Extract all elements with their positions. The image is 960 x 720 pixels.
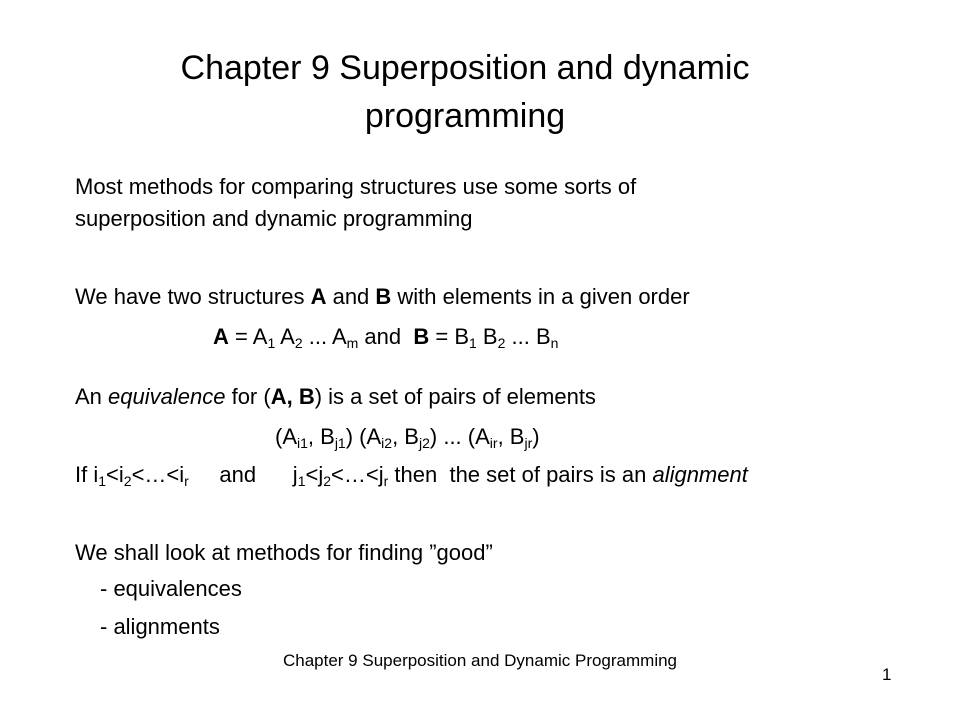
eq-a1-sub: 1 <box>267 335 276 351</box>
align-t1: If i <box>75 462 99 487</box>
pairs-p1: (A <box>275 424 297 449</box>
equiv-term: equivalence <box>108 384 226 409</box>
intro-line-1: Most methods for comparing structures use some sorts of <box>75 174 637 199</box>
page-number: 1 <box>882 665 892 684</box>
align-s4: 1 <box>297 473 306 489</box>
align-t5: <j <box>305 462 324 487</box>
eq-b2-sub: 2 <box>497 335 506 351</box>
pairs-p7: ) <box>532 424 540 449</box>
eq-am-sub: m <box>346 335 359 351</box>
align-s5: 2 <box>323 473 332 489</box>
align-s1: 1 <box>98 473 107 489</box>
pairs-s6: jr <box>524 435 533 451</box>
eq-bn-sub: n <box>550 335 559 351</box>
structure-a: A <box>310 284 327 309</box>
slide-title <box>95 44 835 140</box>
equivalence-definition <box>75 382 596 412</box>
pairs-s3: i2 <box>381 435 393 451</box>
alignment-definition <box>75 460 748 490</box>
equiv-ab: A, B <box>270 384 315 409</box>
pairs-p5: ) ... (A <box>429 424 490 449</box>
intro-line-2: superposition and dynamic programming <box>75 206 473 231</box>
pairs-s1: i1 <box>297 435 308 451</box>
equiv-mid: for ( <box>225 384 271 409</box>
pairs-s2: j1 <box>334 435 346 451</box>
structures-pre: We have two structures <box>75 284 311 309</box>
structures-sentence <box>75 282 690 312</box>
pairs-s4: j2 <box>418 435 430 451</box>
align-t4: and j <box>188 462 298 487</box>
methods-intro: We shall look at methods for finding ”good” <box>75 540 493 565</box>
eq-a: A <box>213 324 229 349</box>
eq-b-dots: ... B <box>505 324 551 349</box>
structure-b: B <box>375 284 392 309</box>
pairs-expression <box>275 422 540 452</box>
pairs-p2: , B <box>307 424 335 449</box>
eq-b: B <box>413 324 430 349</box>
title-line-1: Chapter 9 Superposition and dynamic <box>180 49 750 87</box>
align-t6: <…<j <box>331 462 384 487</box>
pairs-p6: , B <box>497 424 525 449</box>
pairs-p4: , B <box>392 424 419 449</box>
pairs-s5: ir <box>489 435 498 451</box>
eq-and: and <box>358 324 414 349</box>
eq-b2: B <box>476 324 498 349</box>
eq-a-rest: = A <box>228 324 268 349</box>
align-s2: 2 <box>123 473 132 489</box>
slide-footer: Chapter 9 Superposition and Dynamic Programming <box>282 651 678 670</box>
align-t2: <i <box>106 462 124 487</box>
eq-a2: A <box>275 324 295 349</box>
equiv-post: ) is a set of pairs of elements <box>314 384 596 409</box>
sequence-equation <box>213 322 558 352</box>
pairs-p3: ) (A <box>345 424 382 449</box>
eq-b-rest: = B <box>429 324 469 349</box>
align-t3: <…<i <box>131 462 185 487</box>
eq-a-dots: ... A <box>302 324 347 349</box>
equiv-pre: An <box>75 384 109 409</box>
eq-b1-sub: 1 <box>469 335 477 351</box>
structures-post: with elements in a given order <box>391 284 690 309</box>
align-term: alignment <box>652 462 748 487</box>
align-s3: r <box>184 473 189 489</box>
title-line-2: programming <box>364 97 566 135</box>
align-s6: r <box>383 473 389 489</box>
eq-a2-sub: 2 <box>294 335 303 351</box>
methods-item-equivalences: - equivalences <box>100 576 242 601</box>
structures-mid: and <box>326 284 376 309</box>
methods-item-alignments: - alignments <box>100 614 220 639</box>
align-t7: then the set of pairs is an <box>388 462 653 487</box>
